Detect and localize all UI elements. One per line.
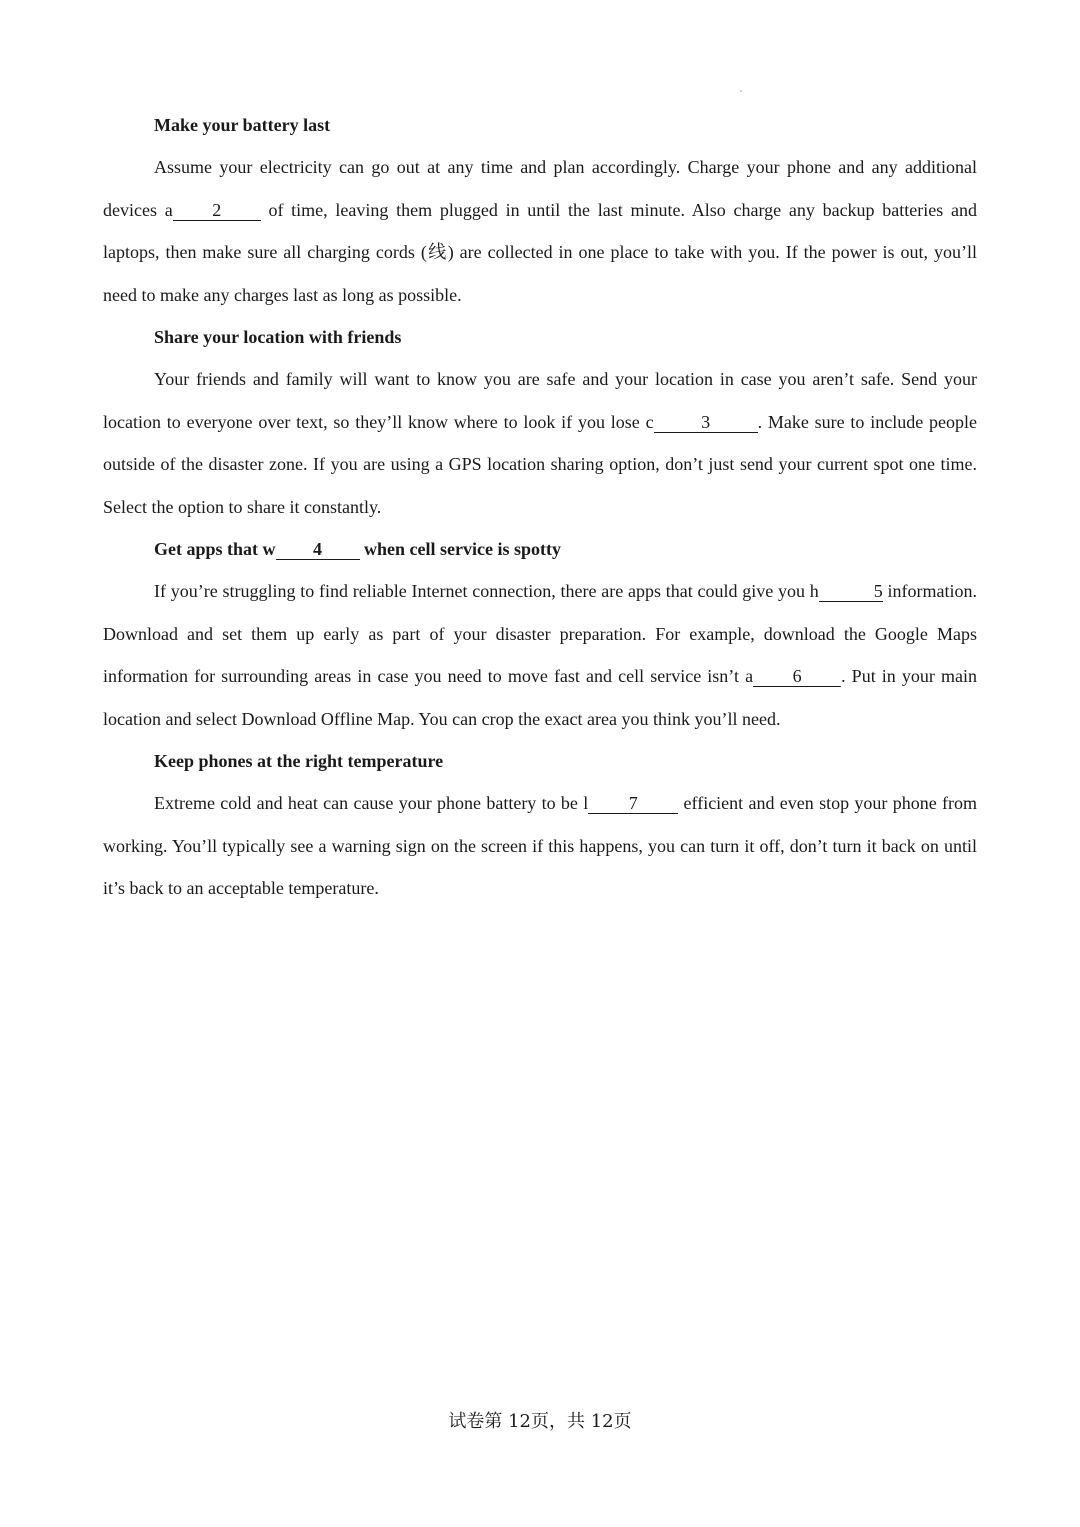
section-heading-apps <box>103 528 977 570</box>
paragraph-text: . Make sure to include people outside of the disaster zone. If you are using a GPS location sharing option, don’t just send your current spot one time. Select the option to share it constantly. <box>103 411 977 517</box>
section-heading-battery: Make your battery last <box>154 115 331 135</box>
paragraph-battery <box>103 146 977 316</box>
blank-5: 5 <box>819 582 883 602</box>
blank-2: 2 <box>173 201 261 221</box>
section-heading-location: Share your location with friends <box>154 327 402 348</box>
paragraph-text: Assume your electricity can go out at any time and plan accordingly. Charge your phone and any additional devices a <box>103 157 977 220</box>
heading-text: when cell service is spotty <box>359 539 561 560</box>
paragraph-apps <box>103 570 977 740</box>
paragraph-text: . Put in your main location and select Download Offline Map. You can crop the exact area you think you’ll need. <box>103 666 978 729</box>
paragraph-temperature <box>103 782 977 909</box>
paragraph-text: efficient and even stop your phone from working. You’ll typically see a warning sign on the screen if this happens, you can turn it off, don’t turn it back on until it’s back to an acceptable temperature. <box>103 793 977 899</box>
blank-4: 4 <box>276 540 360 560</box>
blank-3: 3 <box>654 413 758 433</box>
paragraph-text: information. Download and set them up early as part of your disaster preparation. For example, download the Google Maps information for surrounding areas in case you need to move fast and cell service isn’t a <box>103 581 977 687</box>
paragraph-text: Extreme cold and heat can cause your phone battery to be l <box>154 793 589 814</box>
scan-dot <box>740 90 742 92</box>
paragraph-text: If you’re struggling to find reliable Internet connection, there are apps that could give you h <box>154 581 819 602</box>
heading-text: Get apps that w <box>154 539 276 560</box>
paragraph-text: of time, leaving them plugged in until the last minute. Also charge any backup batteries and laptops, then make sure all charging cords (线) are collected in one place to take with you. If the power is out, you’ll need to make any charges last as long as possible. <box>103 199 977 305</box>
paragraph-text: Your friends and family will want to know you are safe and your location in case you aren’t safe. Send your location to everyone over text, so they’ll know where to look if you lose c <box>103 369 977 432</box>
section-heading-temperature: Keep phones at the right temperature <box>154 751 444 772</box>
blank-6: 6 <box>753 667 841 687</box>
article-body <box>103 104 977 910</box>
page-footer: 试卷第 12页，共 12页 <box>448 1411 632 1432</box>
paragraph-location <box>103 358 977 528</box>
blank-7: 7 <box>588 794 678 814</box>
